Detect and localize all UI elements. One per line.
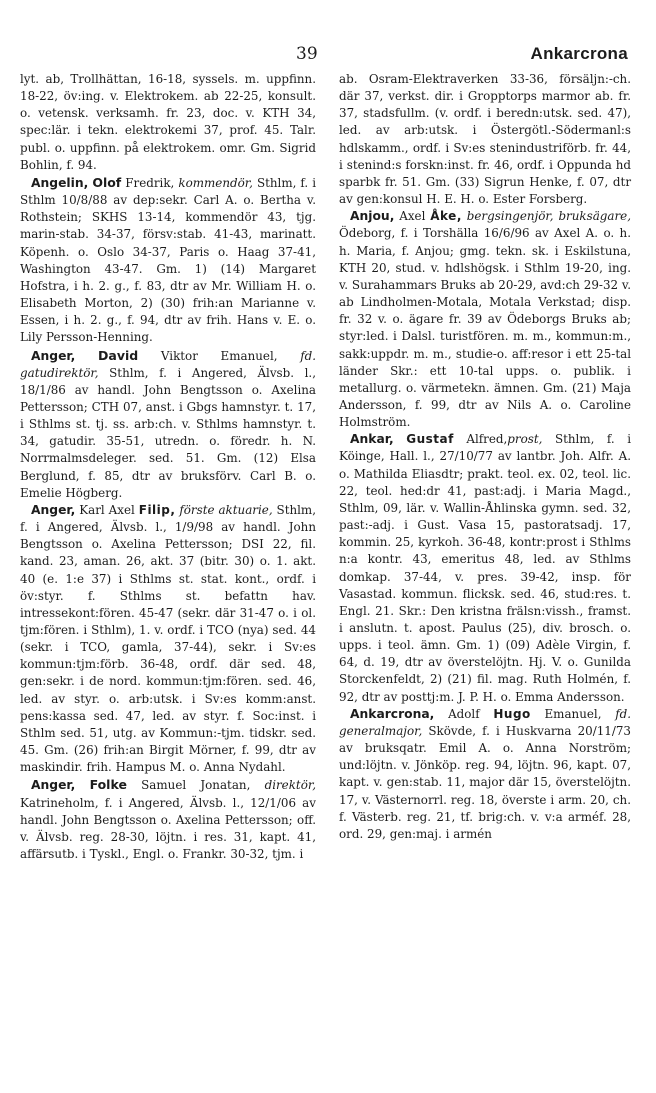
entry-occupation: prost, xyxy=(507,432,543,447)
entry-text: ab. Osram-Elektraverken 33-36, försäljn:-ch. där 37, verkst. dir. i Gropptorps marmor ab. fr. 37, stadsfullm. (v. ordf. i beredn:utsk. sed. 47), led. av arb:utsk. i Östergötl.-Södermanl:s hdlskamm., ordf. i Sv:es stenindustriförb. fr. 44, i stenind:s forskn:inst. fr. 46, ordf. i Oppunda hd sparbk fr. 51. Gm. (33) Sigrun Henke, f. 07, dtr av gen:konsul H. E. H. o. Ester Forsberg. xyxy=(339,72,631,207)
entry-given-name: Folke xyxy=(89,777,127,793)
entry-occupation: kommendör, xyxy=(178,175,253,190)
entry-headword: Anger, xyxy=(31,778,76,793)
entry-given-pre xyxy=(394,432,407,446)
entry-headword: Anger, xyxy=(31,348,76,363)
entry-text: lyt. ab, Trollhättan, 16-18, syssels. m. uppfinn. 18-22, öv:ing. v. Elektrokem. ab 22-25, konsult. o. vetensk. verksamh. fr. 23, doc. v. KTH 34, spec:lär. i tekn. elektrokemi 37, prof. 45. Talr. publ. o. uppfinn. på elektrokem. omr. Gm. Sigrid Bohlin, f. 94. xyxy=(20,72,316,172)
page-number: 39 xyxy=(296,44,318,64)
entry-given-rest: Emanuel, xyxy=(530,706,602,721)
entry-occupation: förste aktuarie, xyxy=(179,502,273,517)
entry-text: Sthlm, f. i Angered, Älvsb. l., 18/1/86 av handl. John Bengtsson o. Axelina Pettersson; CTH 07, anst. i Gbgs hamnstyr. t. 17, i Sthlms st. tj. ss. arb:ch. v. Sthlms hamnstyr. t. 34, gatudir. 35-51, utredn. o. föredr. h. N. Norrmalmsdeleger. sed. 51. Gm. (12) Elsa Berglund, f. 85, dtr av bruksförv. Carl B. o. Emelie Högberg. xyxy=(20,365,316,500)
entry-headword: Angelin, xyxy=(31,175,89,190)
entry-given-pre: Adolf xyxy=(434,706,494,721)
entry-occupation: direktör, xyxy=(264,778,317,793)
entry-given-rest: Samuel Jonatan, xyxy=(126,778,251,793)
entry-given-rest: Alfred, xyxy=(453,432,508,447)
entry-given-pre: Axel xyxy=(394,209,431,224)
entry-given-name: Hugo xyxy=(493,706,531,721)
entry-given-rest: Fredrik, xyxy=(121,175,175,190)
entry-given-rest: Viktor Emanuel, xyxy=(138,348,278,363)
entry-anger-filip xyxy=(20,502,316,777)
entry-ankar-gustaf xyxy=(339,431,631,706)
entry-text: Sthlm, f. i Köinge, Hall. l., 27/10/77 av lantbr. Joh. Alfr. A. o. Mathilda Eliasdtr; prakt. teol. ex. 02, teol. lic. 22, teol. hed:dr 41, past:adj. i Maria Magd., Sthlm, 09, lär. v. Wallin-Åhlinska gymn. sed. 32, past:-adj. i Gust. Vasa 15, pastoratsadj. 17, kommin. 25, kyrkoh. 36-48, kontr:prost i Sthlms n:a kontr. 43, emeritus 48, led. av Sthlms domkap. 37-44, v. pres. 39-42, insp. för Vasastad. kommun. flicksk. sed. 46, stud:res. t. Engl. 21. Skr.: Den kristna frälsn:vissh., framst. i anslutn. t. apost. Paulus (25), div. brosch. o. upps. i teol. ämn. Gm. 1) (09) Adèle Virgin, f. 64, d. 19, dtr av överstelöjtn. Hj. V. o. Gunilda Storckenfeldt, 2) (21) fil. mag. Ruth Holmén, f. 92, dtr av posttj:m. J. P. H. o. Emma Andersson. xyxy=(339,432,632,704)
entry-text: Skövde, f. i Huskvarna 20/11/73 av bruksqatr. Emil A. o. Anna Norström; und:löjtn. v. Jönköp. reg. 94, löjtn. 96, kapt. 07, kapt. v. gen:stab. 11, major där 15, överstelöjtn. 17, v. Västernorrl. reg. 18, överste i arm. 20, ch. f. Västerb. reg. 21, tf. brig:ch. v. v:a arméf. 28, ord. 29, gen:maj. i armén xyxy=(339,723,631,841)
entry-anger-folke xyxy=(20,776,316,863)
entry-anger-david xyxy=(20,347,316,502)
entry-occupation: fd. gatudirektör, xyxy=(20,348,317,380)
entry-given-pre: Karl Axel xyxy=(75,502,139,517)
entry-headword: Ankarcrona, xyxy=(350,706,435,721)
entry-continued xyxy=(20,71,316,174)
entry-headword: Anjou, xyxy=(350,209,395,224)
entry-given-name: Filip, xyxy=(138,502,176,517)
entry-text: Sthlm, f. i Sthlm 10/8/88 av dep:sekr. Carl A. o. Bertha v. Rothstein; SKHS 13-14, kommendör 43, tjg. marin-stab. 34-37, försv:stab. 41-43, marinatt. Köpenh. o. Oslo 34-37, Paris o. Haag 37-41, Washington 43-47. Gm. 1) (14) Margaret Hofstra, i h. 2. g., f. 83, dtr av Mr. William H. o. Elisabeth Morton, 2) (30) frih:an Marianne v. Essen, i h. 2. g., f. 94, dtr av frih. Hans v. E. o. Lily Persson-Henning. xyxy=(20,175,317,345)
entry-ankarcrona-hugo xyxy=(339,706,631,843)
entry-text: Ödeborg, f. i Torshälla 16/6/96 av Axel A. o. h. h. Maria, f. Anjou; gmg. tekn. sk. i Eskilstuna, KTH 20, stud. v. hdlshögsk. i Sthlm 19-20, ing. v. Surahammars Bruks ab 20-29, avd:ch 29-32 v. ab Lindholmen-Motala, Motala Verkstad; disp. fr. 32 v. o. ägare fr. 39 av Ödeborgs Bruks ab; styr:led. i Dalsl. turistfören. m. m., kommun:m., sakk:uppdr. m. m., studie-o. aff:resor i ett 25-tal länder Skr.: ett 10-tal upps. o. publik. i metallurg. o. värmetekn. ämnen. Gm. (21) Maja Andersson, f. 99, dtr av Nils A. o. Caroline Holmström. xyxy=(339,226,631,430)
entry-continued xyxy=(339,71,631,208)
left-column xyxy=(20,71,316,863)
entry-headword: Anger, xyxy=(31,502,76,517)
entry-headword: Ankar, xyxy=(350,432,394,447)
running-head: Ankarcrona xyxy=(530,44,628,63)
entry-occupation: bergsingenjör, bruksägare, xyxy=(466,209,631,224)
entry-text: Katrineholm, f. i Angered, Älvsb. l., 12/1/06 av handl. John Bengtsson o. Axelina Pettersson; off. v. Älvsb. reg. 28-30, löjtn. i res. 31, kapt. 41, affärsutb. i Tyskl., Engl. o. Frankr. 30-32, tjm. i xyxy=(20,795,316,862)
entry-given-name: Olof xyxy=(92,174,122,190)
entry-angelin-olof xyxy=(20,174,316,347)
entry-given-name: Åke, xyxy=(430,209,462,224)
entry-given-name: Gustaf xyxy=(406,432,454,447)
entry-text: Sthlm, f. i Angered, Älvsb. l., 1/9/98 av handl. John Bengtsson o. Axelina Pettersson; DSI 22, fil. kand. 23, aman. 26, akt. 37 (bitr. 30) o. 1. akt. 40 (e. 1:e 37) i Sthlms st. stat. kont., ordf. i öv:styr. f. Sthlms st. befattn hav. intressekont:fören. 45-47 (sekr. där 31-47 o. i ol. tjm:fören. i Sthlm), 1. v. ordf. i TCO (nya) sed. 44 (sekr. i TCO, gamla, 37-44), sekr. i Sv:es kommun:tjm:förb. 36-48, ordf. där sed. 48, gen:sekr. i de nord. kommun:tjm:fören. sed. 46, led. av styr. o. arb:utsk. i Sv:es komm:anst. pens:kassa sed. 47, led. av styr. f. Soc:inst. i Sthlm sed. 51, utg. av Kommun:-tjm. tidskr. sed. 45. Gm. (26) frih:an Birgit Mörner, f. 99, dtr av maskindir. frih. Hampus M. o. Anna Nydahl. xyxy=(20,502,316,775)
entry-given-name: David xyxy=(98,347,139,363)
entry-occupation: fd. generalmajor, xyxy=(339,706,632,738)
entry-anjou-ake xyxy=(339,208,631,431)
right-column xyxy=(339,71,631,843)
